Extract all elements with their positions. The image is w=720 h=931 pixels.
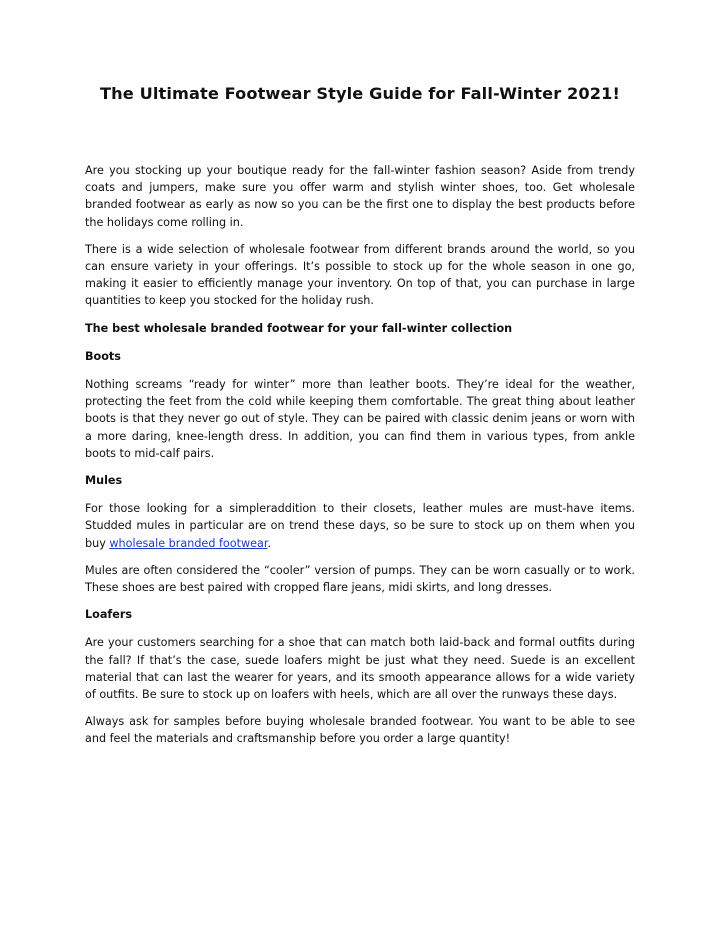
boots-heading: Boots — [85, 349, 121, 363]
mules-paragraph-2: Mules are often considered the “cooler” version of pumps. They can be worn casually or to work. These shoes are best paired with cropped flare jeans, midi skirts, and long dresses. — [85, 563, 635, 595]
wholesale-branded-footwear-link[interactable]: wholesale branded footwear — [109, 536, 268, 550]
intro-paragraph-2: There is a wide selection of wholesale footwear from different brands around the world, so you can ensure variety in your offerings. It’s possible to stock up for the whole season in one go, making it easier to efficiently manage your inventory. On top of that, you can purchase in large quantities to keep you stocked for the holiday rush. — [85, 242, 635, 308]
mules-text-before-link: For those looking for a simpleraddition to their closets, leather mules are must-have items. Studded mules in particular are on trend these days, so be sure to stock up on them when you buy — [85, 502, 635, 550]
loafers-heading: Loafers — [85, 608, 132, 622]
section-heading: The best wholesale branded footwear for your fall-winter collection — [85, 321, 513, 335]
mules-paragraph-1 — [85, 500, 635, 552]
mules-heading: Mules — [85, 474, 123, 488]
closing-paragraph: Always ask for samples before buying wholesale branded footwear. You want to be able to see and feel the materials and craftsmanship before you order a large quantity! — [85, 715, 635, 746]
article-body — [85, 162, 635, 758]
page-title: The Ultimate Footwear Style Guide for Fall-Winter 2021! — [100, 84, 620, 103]
boots-paragraph: Nothing screams “ready for winter” more than leather boots. They’re ideal for the weather, protecting the feet from the cold while keeping them comfortable. The great thing about leather boots is that they never go out of style. They can be paired with classic denim jeans or worn with a more daring, knee-length dress. In addition, you can find them in various types, from ankle boots to mid-calf pairs. — [85, 378, 635, 460]
mules-text-after-link: . — [267, 536, 272, 550]
loafers-paragraph: Are your customers searching for a shoe that can match both laid-back and formal outfits during the fall? If that’s the case, suede loafers might be just what they need. Suede is an excellent material that can last the wearer for years, and its smooth appearance allows for a wide variety of outfits. Be sure to stock up on loafers with heels, which are all over the runways these days. — [85, 636, 635, 702]
intro-paragraph-1: Are you stocking up your boutique ready for the fall-winter fashion season? Aside from trendy coats and jumpers, make sure you offer warm and stylish winter shoes, too. Get wholesale branded footwear as early as now so you can be the first one to display the best products before the holidays come rolling in. — [85, 164, 635, 229]
